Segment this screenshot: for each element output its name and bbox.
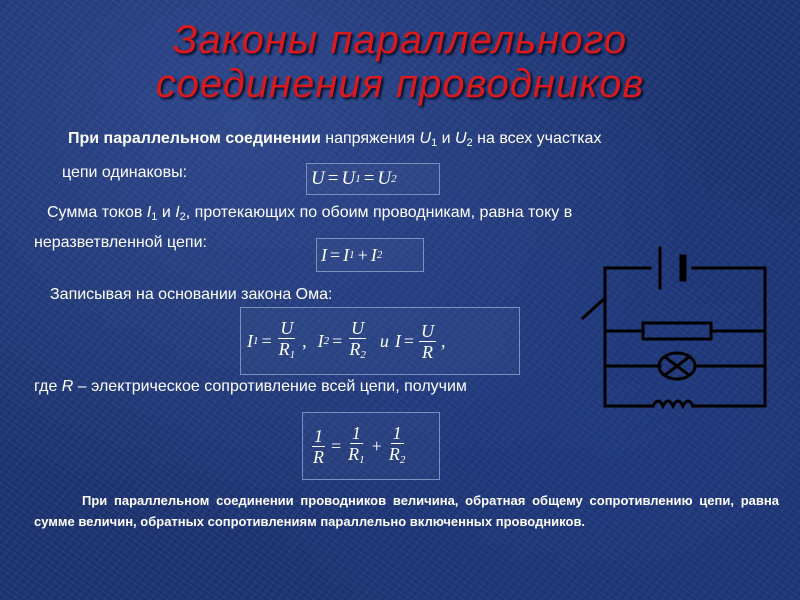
resistance-statement: где R – электрическое сопротивление всей цепи, получим: [34, 378, 467, 395]
title-line-2: соединения проводников: [155, 62, 645, 106]
conj-and: и: [437, 130, 456, 147]
var-u2: U: [455, 130, 467, 147]
ohm-law-statement: Записывая на основании закона Ома:: [50, 286, 333, 303]
var-u1: U: [419, 130, 432, 147]
wire-top-right: [693, 268, 765, 328]
voltage-statement-line-1: [68, 130, 601, 149]
formula-current-sum: I = I 1 + I 2: [316, 238, 424, 272]
current-statement-line-1: Сумма токов $I_1$ и $I_2$, протекающих по обоим проводникам, равна току в: [47, 204, 573, 223]
title-line-1: Законы параллельного: [172, 18, 628, 62]
current-statement-line-2: неразветвленной цепи:: [34, 234, 207, 251]
parallel-circuit-diagram: [575, 238, 775, 418]
resistor: [643, 323, 711, 339]
voltage-statement-tail: на всех участках: [472, 130, 602, 147]
slide-title: [0, 18, 800, 106]
conclusion-paragraph: При параллельном соединении проводников величина, обратная общему сопротивлению цепи, равна сумме величин, обратных сопротивлениям параллельно включенных проводников.: [34, 493, 779, 529]
switch-lever: [583, 298, 605, 318]
sub-1: 1: [431, 137, 438, 149]
voltage-statement-text: напряжения: [320, 130, 420, 147]
formula-ohm-law: I 1 = $\frac{U}{R_1}$ , I 2 = $\frac{U}{R_2}$ и I = $\frac{U}{R}$ ,: [240, 307, 520, 375]
voltage-statement-bold: При параллельном соединении: [68, 130, 321, 147]
formula-voltage-equality: U = U 1 = U 2: [306, 163, 440, 195]
coil: [653, 401, 693, 406]
voltage-statement-line-2: цепи одинаковы:: [62, 164, 188, 181]
wire-top-left: [605, 268, 650, 358]
sub-2: 2: [466, 137, 473, 149]
formula-reciprocal-resistance: $\frac{1}{R}$ = $\frac{1}{R_1}$ + $\frac{1}{R_2}$: [302, 412, 440, 480]
